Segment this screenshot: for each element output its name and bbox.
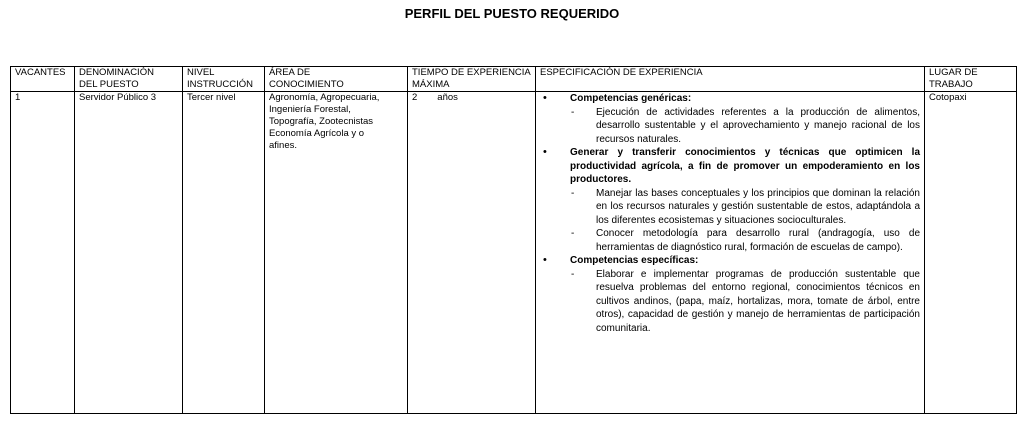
competencia-sublist — [570, 187, 920, 255]
tiempo-unit: años — [437, 92, 458, 103]
cell-nivel: Tercer nivel — [183, 92, 265, 414]
header-area: ÁREA DE CONOCIMIENTO — [265, 67, 408, 92]
cell-denominacion: Servidor Público 3 — [75, 92, 183, 414]
header-lugar: LUGAR DE TRABAJO — [925, 67, 1017, 92]
header-tiempo: TIEMPO DE EXPERIENCIA MÁXIMA — [408, 67, 536, 92]
header-row — [11, 67, 1017, 92]
header-especificacion: ESPECIFICACIÓN DE EXPERIENCIA — [536, 67, 925, 92]
cell-lugar: Cotopaxi — [925, 92, 1017, 414]
cell-tiempo — [408, 92, 536, 414]
competencia-sublist — [570, 268, 920, 336]
job-profile-table — [10, 66, 1017, 414]
cell-area: Agronomía, Agropecuaria, Ingeniería Forestal, Topografía, Zootecnistas Economía Agrícola y o afines. — [265, 92, 408, 414]
cell-especificacion — [536, 92, 925, 414]
table-row — [11, 92, 1017, 414]
competencias-list — [540, 92, 920, 335]
cell-vacantes: 1 — [11, 92, 75, 414]
tiempo-value: 2 — [412, 92, 418, 103]
competencia-item — [540, 92, 920, 146]
header-nivel: NIVEL INSTRUCCIÓN — [183, 67, 265, 92]
header-denominacion: DENOMINACIÓN DEL PUESTO — [75, 67, 183, 92]
header-vacantes: VACANTES — [11, 67, 75, 92]
page-title: PERFIL DEL PUESTO REQUERIDO — [404, 6, 620, 21]
competencia-item — [540, 146, 920, 254]
competencia-subitem: - Elaborar e implementar programas de producción sustentable que resuelva problemas del entorno regional, conocimientos técnicos en cultivos andinos, (papa, maíz, hortalizas, mora, tomate de árbol, entre otros), capacidad de gestión y manejo de herramientas de participación comunitaria. — [570, 268, 920, 336]
competencia-sublist — [570, 106, 920, 147]
competencia-heading: • Generar y transferir conocimientos y técnicas que optimicen la productividad agrícola, a fin de promover un empoderamiento en los productores. — [570, 147, 920, 185]
competencia-heading: • Competencias específicas: — [570, 255, 699, 266]
competencia-subitem: - Conocer metodología para desarrollo rural (andragogía, uso de herramientas de diagnóstico rural, formación de escuelas de campo). — [570, 227, 920, 254]
competencia-item — [540, 254, 920, 335]
competencia-subitem: - Ejecución de actividades referentes a la producción de alimentos, desarrollo sustentable y el aprovechamiento y manejo racional de los recursos naturales. — [570, 106, 920, 147]
competencia-subitem: - Manejar las bases conceptuales y los principios que dominan la relación en los recursos naturales y gestión sustentable de estos, adaptándola a los diferentes ecosistemas y situaciones socioculturales. — [570, 187, 920, 228]
competencia-heading: • Competencias genéricas: — [570, 93, 692, 104]
